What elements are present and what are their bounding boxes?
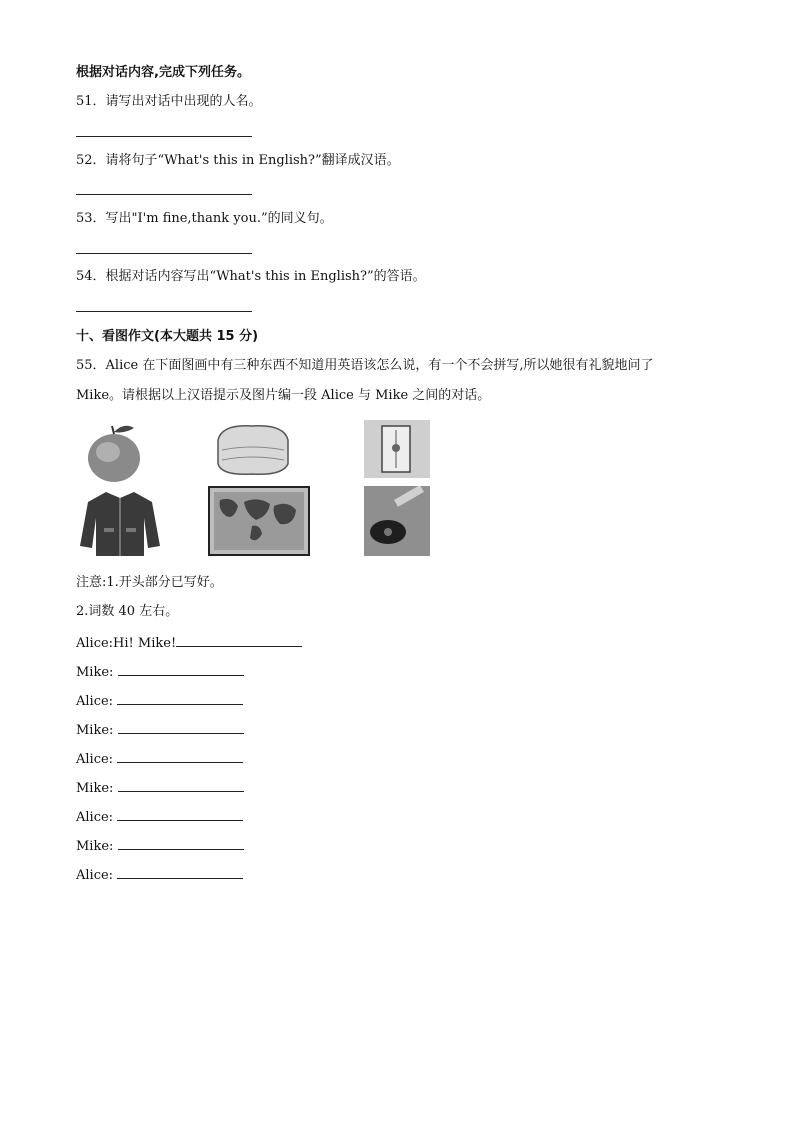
dialogue-blank[interactable] (118, 719, 244, 734)
dialogue-line-1[interactable] (76, 632, 302, 653)
question-55-line2: Mike。请根据以上汉语提示及图片编一段 Alice 与 Mike 之间的对话。 (76, 388, 491, 403)
note-2: 2.词数 40 左右。 (76, 604, 179, 619)
key-icon (364, 486, 430, 556)
question-53: 53．写出"I'm fine,thank you.”的同义句。 (76, 211, 333, 226)
dialogue-speaker: Alice: (76, 694, 118, 709)
world-map-icon (208, 486, 310, 556)
dialogue-speaker: Mike: (76, 723, 118, 738)
question-52: 52．请将句子“What's this in English?”翻译成汉语。 (76, 153, 400, 168)
dialogue-speaker: Alice: (76, 810, 118, 825)
question-51: 51．请写出对话中出现的人名。 (76, 94, 262, 109)
answer-line-54[interactable] (76, 311, 252, 312)
dialogue-blank[interactable] (117, 690, 243, 705)
question-54: 54．根据对话内容写出“What's this in English?”的答语。 (76, 269, 426, 284)
dialogue-speaker: Alice: (76, 752, 118, 767)
picture-grid (76, 418, 436, 560)
jacket-icon (78, 488, 162, 558)
dialogue-line-9[interactable] (76, 864, 243, 885)
answer-line-52[interactable] (76, 194, 252, 195)
dialogue-blank[interactable] (118, 777, 244, 792)
dialogue-line-2[interactable] (76, 661, 244, 682)
dialogue-line-3[interactable] (76, 690, 243, 711)
question-55-line1: 55．Alice 在下面图画中有三种东西不知道用英语该怎么说，有一个不会拼写,所以她很有礼貌地问了 (76, 358, 654, 373)
dialogue-blank[interactable] (118, 661, 244, 676)
dialogue-speaker: Alice: (76, 868, 118, 883)
instruction-heading: 根据对话内容,完成下列任务。 (76, 65, 250, 80)
dialogue-speaker: Mike: (76, 839, 118, 854)
dialogue-line-6[interactable] (76, 777, 244, 798)
dialogue-blank[interactable] (117, 748, 243, 763)
dialogue-speaker: Mike: (76, 665, 118, 680)
dialogue-blank[interactable] (117, 806, 243, 821)
note-1: 注意:1.开头部分已写好。 (76, 575, 223, 590)
ruler-icon (364, 420, 430, 478)
dialogue-line-8[interactable] (76, 835, 244, 856)
dialogue-speaker: Mike: (76, 781, 118, 796)
orange-icon (78, 418, 156, 484)
dialogue-speaker: Alice:Hi! Mike! (76, 636, 177, 651)
dialogue-line-4[interactable] (76, 719, 244, 740)
dialogue-blank[interactable] (176, 632, 302, 647)
dialogue-line-7[interactable] (76, 806, 243, 827)
quilt-icon (212, 420, 294, 478)
dialogue-blank[interactable] (118, 835, 244, 850)
answer-line-51[interactable] (76, 136, 252, 137)
section-heading-10: 十、看图作文(本大题共 15 分) (76, 329, 259, 344)
answer-line-53[interactable] (76, 253, 252, 254)
dialogue-blank[interactable] (117, 864, 243, 879)
dialogue-line-5[interactable] (76, 748, 243, 769)
